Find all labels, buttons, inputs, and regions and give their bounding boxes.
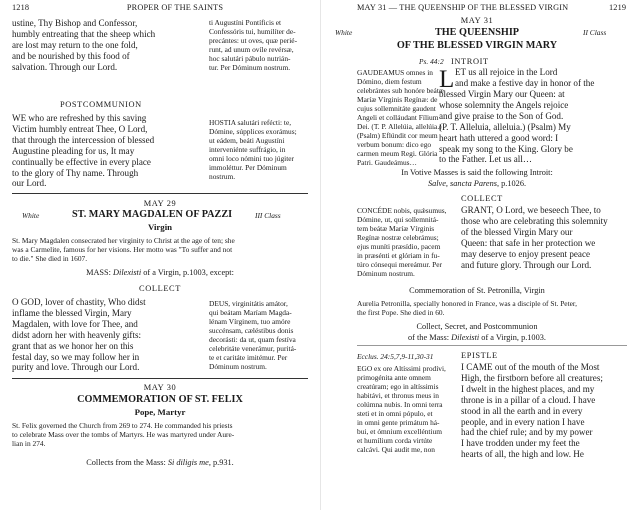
text-line: hearts of all, the high and low. He	[461, 449, 584, 460]
may31-collect-latin	[357, 206, 447, 278]
collect-secret-line: Collect, Secret, and Postcommunion	[416, 322, 538, 331]
text-line: Maríæ Vírginis Regínæ: de	[357, 95, 438, 104]
text-line: I CAME out of the mouth of the Most	[461, 362, 600, 372]
epistle-english	[461, 362, 603, 460]
text-line: runt, ad unum ovíle revérsæ,	[209, 45, 294, 54]
may30-date: MAY 30	[143, 383, 177, 392]
reference-prefix: of the Mass:	[408, 333, 452, 342]
section-divider	[357, 345, 627, 346]
text-line: salvation. Through our Lord.	[12, 61, 118, 72]
collect-english-continued	[12, 18, 155, 73]
may31-collect-english	[461, 205, 608, 270]
text-line: in præsénti et glóriam in fu-	[357, 251, 440, 260]
text-line: Dómine, ut, qui sollemnitá-	[357, 215, 439, 224]
text-line: to die." She died in 1607.	[12, 254, 88, 263]
text-line: túro cónsequi mereámur. Per	[357, 260, 442, 269]
text-line: ET us all rejoice in the Lord	[455, 67, 558, 77]
text-line: Confessóris tui, humilíter de-	[209, 27, 296, 36]
text-line: Angeli et colláudant Fílium	[357, 113, 439, 122]
text-line: speak my song to the King. Glory be	[439, 143, 573, 154]
text-line: Aurelia Petronilla, specially honored in France, was a disciple of St. Peter,	[357, 299, 577, 308]
section-divider	[12, 378, 308, 379]
epistle-reference: Ecclus. 24:5,7,9-11,30-31	[357, 352, 434, 361]
text-line: ustine, Thy Bishop and Confessor,	[12, 18, 138, 28]
votive-note: In Votive Masses is said the following Introit:	[401, 168, 553, 177]
text-line: to the glory of Thy name. Through	[12, 167, 139, 178]
text-line: Magdalen, with love for Thee, and	[12, 318, 138, 329]
may30-subtitle: Pope, Martyr	[134, 407, 186, 417]
right-page	[321, 0, 642, 510]
may31-color: White	[335, 28, 353, 37]
postcommunion-heading: POSTCOMMUNION	[60, 100, 142, 109]
text-line: humbly entreating that the sheep which	[12, 28, 156, 39]
text-line: verbum bonum: dico ego	[357, 140, 432, 149]
text-line: celebritáte venerámur, puritá-	[209, 344, 297, 353]
drop-cap: L	[439, 66, 455, 93]
section-divider	[12, 193, 308, 194]
collect-heading: COLLECT	[461, 194, 503, 203]
text-line: primogénita ante omnem	[357, 373, 431, 382]
text-line: blessed Virgin Mary our Queen: at	[439, 89, 565, 99]
text-line: our Lord.	[12, 178, 47, 189]
may29-class: III Class	[255, 211, 281, 220]
text-line: Regínæ nostræ celebrámus;	[357, 233, 439, 242]
mass-title: Dilexisti	[113, 268, 142, 277]
text-line: precántes: ut oves, quæ perié-	[209, 36, 298, 45]
text-line: Dómine, súpplices exorámus;	[209, 127, 297, 136]
text-line: Dei. (T. P. Allelúia, allelúia.)	[357, 122, 442, 131]
text-line: immoléttur. Per Dóminum	[209, 163, 287, 172]
may29-collect-english	[12, 297, 146, 373]
text-line: continually be effective in every place	[12, 156, 151, 167]
text-line: Patri. Gaudeámus…	[357, 158, 417, 167]
text-line: hoc salutári pábulo nutrián-	[209, 54, 291, 63]
text-line: O GOD, lover of chastity, Who didst	[12, 297, 146, 307]
text-line: people, and in every nation I have	[461, 416, 585, 427]
commemoration-heading: Commemoration of St. Petronilla, Virgin	[409, 286, 545, 295]
running-head: MAY 31 — THE QUEENSHIP OF THE BLESSED VIRGIN	[357, 3, 569, 12]
text-line: was a Carmelite, famous for her visions. Her motto was "To suffer and not	[12, 245, 233, 254]
text-line: EGO ex ore Altíssimi prodívi,	[357, 364, 446, 373]
text-line: heart hath uttered a good word: I	[439, 132, 559, 143]
text-line: GAUDEAMUS omnes in	[357, 68, 433, 77]
page-number: 1218	[12, 3, 30, 12]
text-line: High, the firstborn before all creatures;	[461, 372, 603, 383]
votive-reference	[329, 179, 625, 188]
may29-subtitle: Virgin	[147, 222, 173, 232]
introit-english-first-lines	[455, 67, 594, 89]
reference-suffix: of a Virgin, p.1003.	[479, 333, 546, 342]
may31-date: MAY 31	[460, 16, 494, 25]
text-line: may deserve to enjoy present peace	[461, 248, 591, 259]
text-line: steti et in omni pópulo, et	[357, 409, 433, 418]
text-line: those who are celebrating this solemnity	[461, 215, 608, 226]
text-line: Queen: that safe in her protection we	[461, 237, 596, 248]
collects-suffix: , p.931.	[208, 458, 234, 467]
text-line: and future glory. Through our Lord.	[461, 259, 592, 270]
text-line: grant that as we honor her on this	[12, 340, 134, 351]
may30-title: COMMEMORATION OF ST. FELIX	[77, 394, 243, 405]
collects-title: Si diligis me	[167, 458, 209, 467]
text-line: (Psalm) Eflúndit cor meum	[357, 131, 438, 140]
may29-collect-latin	[209, 299, 296, 371]
text-line: carmen meum Regi. Glória	[357, 149, 438, 158]
text-line: had the chief rule; and by my power	[461, 427, 593, 438]
text-line: interveniénte suffrágio, in	[209, 145, 286, 154]
petronilla-bio	[357, 299, 577, 317]
text-line: qui beátam Maríam Magda-	[209, 308, 292, 317]
text-line: lian in 274.	[12, 439, 46, 448]
text-line: HOSTIA salutári refécti: te,	[209, 118, 292, 127]
text-line: didst adorn her with heavenly gifts:	[12, 329, 142, 340]
text-line: Dóminum nostrum.	[357, 269, 415, 278]
reference-title: Dilexisti	[451, 333, 480, 342]
text-line: omni loco nómini tuo júgiter	[209, 154, 294, 163]
may31-class: II Class	[583, 28, 607, 37]
text-line: festal day, so we may follow her in	[12, 351, 140, 362]
may30-collects	[12, 458, 308, 467]
text-line: and make a festive day in honor of the	[455, 77, 595, 88]
may29-title: ST. MARY MAGDALEN OF PAZZI	[72, 209, 233, 220]
may29-color: White	[22, 211, 40, 220]
text-line: colúmna nubis. In omni terra	[357, 400, 443, 409]
text-line: I have trodden under my feet the	[461, 438, 580, 449]
text-line: bui, et ómnium excelléntium	[357, 427, 442, 436]
text-line: that through the intercession of blessed	[12, 134, 155, 145]
text-line: Dómino, diem festum	[357, 77, 422, 86]
collect-heading: COLLECT	[139, 284, 181, 293]
text-line: I dwelt in the highest places, and my	[461, 383, 595, 394]
mass-suffix: of a Virgin, p.1003, except:	[141, 268, 234, 277]
text-line: of the blessed Virgin Mary our	[461, 226, 573, 237]
text-line: St. Mary Magdalen consecrated her virginity to Christ at the age of ten; she	[12, 236, 235, 245]
text-line: lénam Vírginem, tuo amóre	[209, 317, 291, 326]
text-line: to celebrate Mass over the tombs of Martyrs. He was martyred under Aure-	[12, 430, 235, 439]
text-line: and give praise to the Son of God.	[439, 110, 564, 121]
page-number: 1219	[609, 3, 627, 12]
text-line: DEUS, virginitátis amátor,	[209, 299, 288, 308]
text-line: St. Felix governed the Church from 269 to 274. He commanded his priests	[12, 421, 233, 430]
may31-title-line2: OF THE BLESSED VIRGIN MARY	[396, 40, 558, 51]
may30-bio	[12, 421, 234, 448]
introit-english	[439, 89, 573, 165]
running-head: PROPER OF THE SAINTS	[126, 3, 224, 12]
text-line: Dóminum nostrum.	[209, 362, 267, 371]
text-line: creatúram; ego in altíssimis	[357, 382, 439, 391]
epistle-latin	[357, 364, 446, 454]
text-line: Victim humbly entreat Thee, O Lord,	[12, 123, 148, 134]
text-line: and be nourished by this food of	[12, 50, 130, 61]
introit-heading: INTROIT	[451, 57, 489, 66]
text-line: in omni gente primátum há-	[357, 418, 440, 427]
text-line: ejus muníti præsídio, pacem	[357, 242, 441, 251]
introit-latin	[357, 68, 444, 167]
collect-secret-reference	[329, 333, 625, 342]
introit-reference: Ps. 44:2	[419, 57, 444, 66]
mass-prefix: MASS:	[86, 268, 114, 277]
text-line: inflame the blessed Virgin, Mary	[12, 307, 132, 318]
may29-date: MAY 29	[143, 199, 177, 208]
text-line: whose solemnity the Angels rejoice	[439, 99, 569, 110]
may29-mass	[12, 268, 308, 277]
collect-latin-continued	[209, 18, 297, 72]
text-line: ti Augustíni Pontíficis et	[209, 18, 282, 27]
text-line: et humílium corda virtúte	[357, 436, 433, 445]
text-line: decorásti: da ut, quam festíva	[209, 335, 296, 344]
text-line: are lost may return to the one fold,	[12, 39, 138, 50]
text-line: ut eádem, beáti Augustíni	[209, 136, 285, 145]
text-line: WE who are refreshed by this saving	[12, 113, 147, 123]
text-line: stood in all the earth and in every	[461, 405, 583, 416]
text-line: Augustine pleading for us, It may	[12, 145, 135, 156]
text-line: purity and love. Through our Lord.	[12, 362, 140, 373]
text-line: habitávi, et thronus meus in	[357, 391, 439, 400]
text-line: the first Pope. She died in 60.	[357, 308, 445, 317]
collects-prefix: Collects from the Mass:	[86, 458, 168, 467]
text-line: calcávi. Qui audit me, non	[357, 445, 435, 454]
may31-title-line1: THE QUEENSHIP	[434, 27, 520, 38]
votive-page: , p.1026.	[497, 179, 527, 188]
epistle-heading: EPISTLE	[461, 351, 498, 360]
text-line: CONCÉDE nobis, quǽsumus,	[357, 206, 447, 215]
votive-introit-title: Salve, sancta Parens	[427, 179, 497, 188]
may29-bio	[12, 236, 235, 263]
text-line: tem beátæ Maríæ Vírginis	[357, 224, 435, 233]
postcommunion-english	[12, 113, 154, 189]
text-line: cujus sollemnitáte gaudent	[357, 104, 436, 113]
text-line: to the Father. Let us all…	[439, 154, 532, 165]
text-line: tur. Per Dóminum nostrum.	[209, 63, 291, 72]
text-line: succénsam, cæléstibus donis	[209, 326, 294, 335]
text-line: throne is in a pillar of a cloud. I have	[461, 394, 596, 405]
text-line: celebrántes sub honóre beátæ	[357, 86, 444, 95]
text-line: nostrum.	[209, 172, 236, 181]
text-line: te et caritáte imitémur. Per	[209, 353, 288, 362]
text-line: (P. T. Alleluia, alleluia.) (Psalm) My	[439, 121, 571, 132]
text-line: GRANT, O Lord, we beseech Thee, to	[461, 205, 601, 215]
postcommunion-latin	[209, 118, 297, 181]
